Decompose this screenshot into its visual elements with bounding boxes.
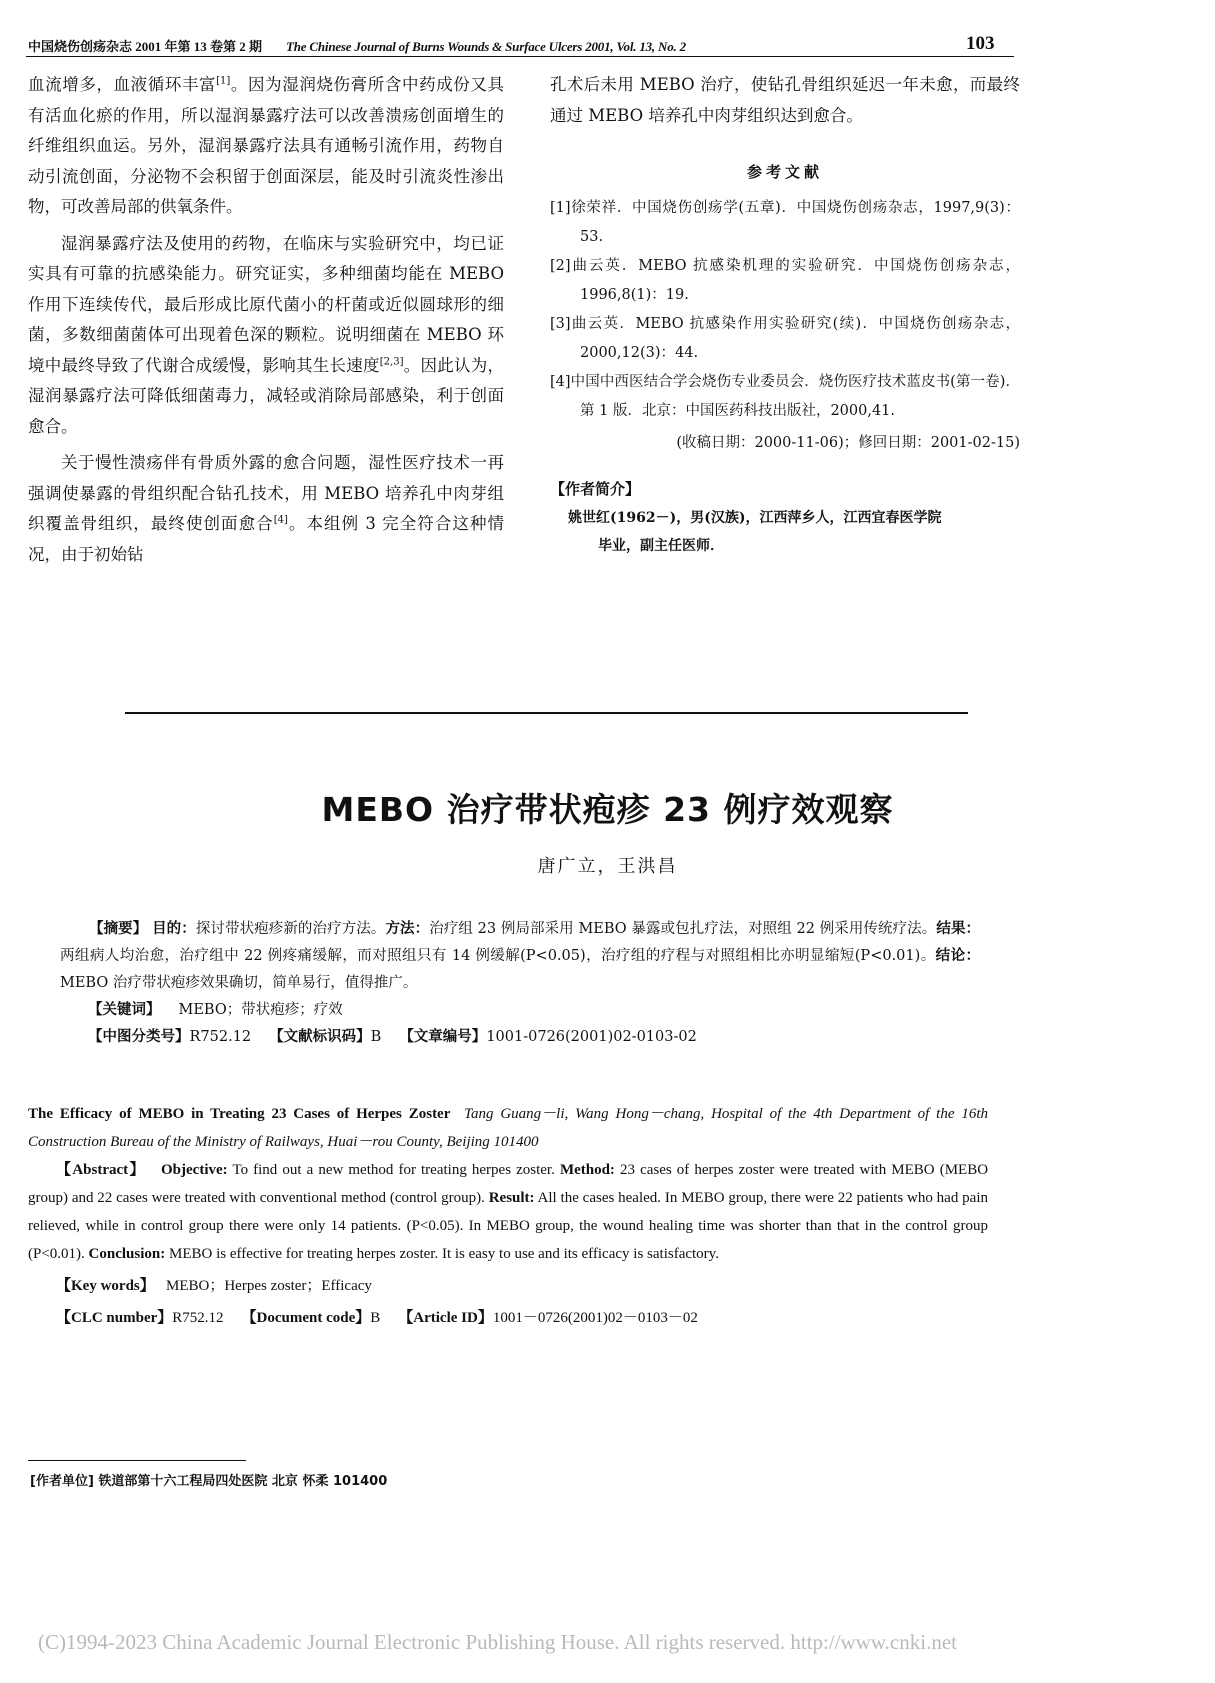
- chinese-abstract: [60, 916, 980, 1051]
- body-paragraph: 孔术后未用 MEBO 治疗，使钻孔骨组织延迟一年未愈，而最终通过 MEBO 培养孔中肉芽组织达到愈合。: [550, 75, 1020, 125]
- page-number: 103: [966, 33, 995, 54]
- keywords-line: [60, 997, 980, 1024]
- keywords: MEBO；带状疱疹；疗效: [178, 1002, 343, 1018]
- abstract-label: 【摘要】: [89, 921, 148, 937]
- previous-article-left-column: [28, 70, 504, 570]
- copyright-watermark: (C)1994-2023 China Academic Journal Electronic Publishing House. All rights reserved. http://www.cnki.net: [38, 1630, 957, 1654]
- english-abstract-text: 【Abstract】 Objective: To find out a new method for treating herpes zoster. Method: 23 cases of herpes zoster were treated with MEBO (MEBO group) and 22 cases were treated with conventional method (control group). Result: All the cases healed. In MEBO group, there were 22 patients who had pain relieved, while in control group there were only 14 patients. (P<0.05). In MEBO group, the wound healing time was shorter than that in the control group (P<0.01). Conclusion: MEBO is effective for treating herpes zoster. It is easy to use and its efficacy is satisfactory.: [28, 1162, 989, 1262]
- english-title-line: [28, 1100, 988, 1156]
- journal-name-cn: 中国烧伤创疡杂志 2001 年第 13 卷第 2 期: [28, 39, 263, 54]
- references-heading: 参考文献: [746, 163, 823, 181]
- reference-item: [3]曲云英．MEBO 抗感染作用实验研究(续)．中国烧伤创疡杂志，2000,12(3)：44.: [550, 315, 1020, 361]
- article-authors: 唐广立，王洪昌: [537, 856, 678, 877]
- received-date: (收稿日期：2000-11-06)；修回日期：2001-02-15): [676, 434, 1020, 451]
- author-bio-heading: 【作者简介】: [550, 479, 641, 498]
- english-abstract: [28, 1100, 988, 1332]
- reference-item: [1]徐荣祥．中国烧伤创疡学(五章)．中国烧伤创疡杂志，1997,9(3)：53.: [550, 199, 1020, 245]
- journal-name-en: The Chinese Journal of Burns Wounds & Surface Ulcers 2001, Vol. 13, No. 2: [286, 39, 686, 54]
- english-authors: Tang Guang－li, Wang Hong－chang, Hospital of the 4th Department of the 16th Construction Bureau of the Ministry of Railways, Huai－rou County, Beijing 101400: [28, 1106, 988, 1150]
- english-classification-line: 【CLC number】R752.12 【Document code】B 【Article ID】1001－0726(2001)02－0103－02: [56, 1310, 698, 1326]
- author-bio-line: 毕业，副主任医师．: [598, 538, 724, 554]
- keywords-label: 【关键词】: [88, 1002, 161, 1018]
- header-rule: [26, 56, 1014, 57]
- running-header: [28, 36, 1028, 55]
- english-keywords-line: 【Key words】 MEBO；Herpes zoster；Efficacy: [56, 1278, 372, 1294]
- author-bio: [550, 504, 1020, 560]
- body-paragraph: 湿润暴露疗法及使用的药物，在临床与实验研究中，均已证实具有可靠的抗感染能力。研究证实，多种细菌均能在 MEBO 作用下连续传代，最后形成比原代菌小的杆菌或近似圆球形的细菌，多数细菌菌体可出现着色深的颗粒。说明细菌在 MEBO 环境中最终导致了代谢合成缓慢，影响其生长速度[2,3]。因此认为，湿润暴露疗法可降低细菌毒力，减轻或消除局部感染，利于创面愈合。: [28, 233, 505, 436]
- abstract-text: 【摘要】 目的：探讨带状疱疹新的治疗方法。方法：治疗组 23 例局部采用 MEBO 暴露或包扎疗法，对照组 22 例采用传统疗法。结果：两组病人均治愈，治疗组中 22 例疼痛缓解，而对照组只有 14 例缓解(P<0.05)，治疗组的疗程与对照组相比亦明显缩短(P<0.01)。结论：MEBO 治疗带状疱疹效果确切，简单易行，值得推广。: [60, 921, 981, 991]
- classification-line: 【中图分类号】R752.12 【文献标识码】B 【文章编号】1001-0726(2001)02-0103-02: [88, 1029, 697, 1045]
- reference-list: [550, 194, 1020, 426]
- body-paragraph: 血流增多，血液循环丰富[1]。因为湿润烧伤膏所含中药成份又具有活血化瘀的作用，所以湿润暴露疗法可以改善溃疡创面增生的纤维组织血运。另外，湿润暴露疗法具有通畅引流作用，药物自动引流创面，分泌物不会积留于创面深层，能及时引流炎性渗出物，可改善局部的供氧条件。: [28, 75, 505, 216]
- section-divider: [125, 712, 968, 714]
- citation: [2,3]: [379, 356, 404, 367]
- previous-article-right-column: [550, 70, 1020, 560]
- english-title: The Efficacy of MEBO in Treating 23 Cases of Herpes Zoster: [28, 1106, 451, 1122]
- reference-item: [2]曲云英．MEBO 抗感染机理的实验研究．中国烧伤创疡杂志，1996,8(1)：19.: [550, 257, 1020, 303]
- citation: [1]: [216, 75, 231, 87]
- reference-item: [4]中国中西医结合学会烧伤专业委员会．烧伤医疗技术蓝皮书(第一卷)．第 1 版．北京：中国医药科技出版社，2000,41.: [550, 373, 1020, 419]
- citation: [4]: [273, 514, 288, 526]
- footnote-rule: [28, 1460, 246, 1461]
- author-bio-line: 姚世红(1962－)，男(汉族)，江西萍乡人，江西宜春医学院: [568, 510, 942, 526]
- article-title: MEBO 治疗带状疱疹 23 例疗效观察: [321, 790, 894, 829]
- author-affiliation-footnote: [作者单位] 铁道部第十六工程局四处医院 北京 怀柔 101400: [30, 1474, 388, 1489]
- body-paragraph: 关于慢性溃疡伴有骨质外露的愈合问题，湿性医疗技术一再强调使暴露的骨组织配合钻孔技术，用 MEBO 培养孔中肉芽组织覆盖骨组织，最终使创面愈合[4]。本组例 3 完全符合这种情况，由于初始钻: [28, 453, 505, 564]
